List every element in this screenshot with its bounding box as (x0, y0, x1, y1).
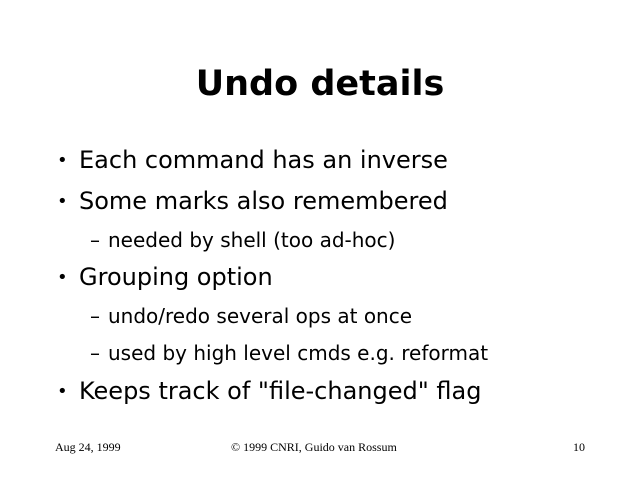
bullet-item (57, 262, 273, 293)
sub-bullet-item (90, 227, 395, 253)
sub-bullet-marker: – (90, 341, 100, 365)
sub-bullet-item (90, 303, 412, 329)
sub-bullet-text: undo/redo several ops at once (108, 304, 413, 328)
bullet-marker: • (57, 381, 68, 402)
footer-date: Aug 24, 1999 (55, 440, 121, 454)
slide-title: Undo details (195, 64, 445, 104)
bullet-text: Keeps track of "file-changed" flag (79, 377, 482, 405)
sub-bullet-marker: – (90, 304, 100, 328)
bullet-text: Each command has an inverse (79, 146, 448, 174)
bullet-text: Some marks also remembered (79, 187, 448, 215)
sub-bullet-text: needed by shell (too ad-hoc) (108, 228, 396, 252)
bullet-item (57, 145, 448, 176)
footer-copyright: © 1999 CNRI, Guido van Rossum (231, 440, 397, 454)
bullet-marker: • (57, 191, 68, 212)
bullet-marker: • (57, 267, 68, 288)
sub-bullet-marker: – (90, 228, 100, 252)
bullet-item (57, 186, 448, 217)
sub-bullet-text: used by high level cmds e.g. reformat (108, 341, 489, 365)
bullet-text: Grouping option (79, 263, 273, 291)
bullet-marker: • (57, 150, 68, 171)
footer-page-number: 10 (573, 440, 585, 454)
sub-bullet-item (90, 340, 488, 366)
bullet-item (57, 376, 481, 407)
